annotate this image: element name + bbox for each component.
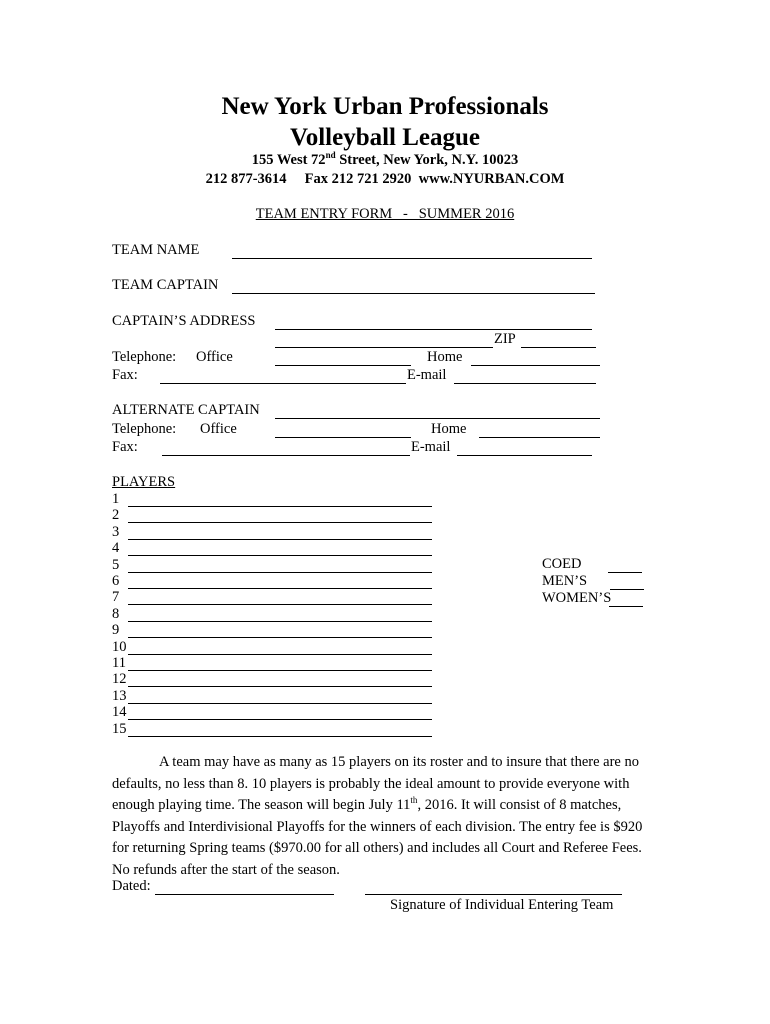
player-number: 12 [112, 671, 127, 688]
zip-label: ZIP [494, 331, 516, 347]
alternate-office-phone-field[interactable] [275, 437, 411, 438]
player-name-field[interactable] [128, 736, 432, 737]
player-number: 3 [112, 523, 120, 540]
league-title-line1: New York Urban Professionals [221, 93, 549, 120]
captain-fax-field[interactable] [160, 383, 406, 384]
alternate-home-label: Home [431, 421, 467, 437]
players-heading: PLAYERS [112, 474, 176, 490]
player-name-field[interactable] [128, 604, 432, 605]
captains-address-label: CAPTAIN’S ADDRESS [112, 313, 256, 329]
player-name-field[interactable] [128, 588, 432, 589]
signature-label: Signature of Individual Entering Team [390, 897, 614, 913]
team-captain-label: TEAM CAPTAIN [112, 277, 219, 293]
captain-email-field[interactable] [454, 383, 596, 384]
signature-field[interactable] [365, 894, 622, 895]
team-name-field[interactable] [232, 258, 592, 259]
captain-home-label: Home [427, 349, 463, 365]
player-number: 5 [112, 556, 120, 573]
zip-field[interactable] [521, 347, 596, 348]
team-name-label: TEAM NAME [112, 242, 200, 258]
player-number: 6 [112, 573, 120, 589]
player-number: 2 [112, 507, 120, 524]
player-number: 4 [112, 540, 120, 557]
form-title: TEAM ENTRY FORM - SUMMER 2016 [255, 206, 515, 222]
division-mens-field[interactable] [610, 589, 644, 590]
alternate-telephone-label: Telephone: [112, 421, 177, 437]
division-womens-label: WOMEN’S [542, 590, 612, 606]
division-womens-field[interactable] [609, 606, 643, 607]
alternate-email-label: E-mail [411, 439, 451, 455]
player-name-field[interactable] [128, 572, 432, 573]
alternate-email-field[interactable] [457, 455, 592, 456]
player-name-field[interactable] [128, 719, 432, 720]
dated-field[interactable] [155, 894, 334, 895]
player-number: 15 [112, 720, 127, 737]
alternate-captain-label: ALTERNATE CAPTAIN [112, 402, 260, 418]
player-name-field[interactable] [128, 522, 432, 523]
player-number: 10 [112, 638, 127, 655]
captains-address-line1-field[interactable] [275, 329, 592, 330]
captains-address-line2-field[interactable] [275, 347, 493, 348]
league-address: 155 West 72nd Street, New York, N.Y. 10023 [251, 150, 519, 168]
alternate-office-label: Office [200, 421, 237, 437]
league-contact: 212 877-3614 Fax 212 721 2920 www.NYURBAN.COM [205, 171, 565, 187]
player-name-field[interactable] [128, 555, 432, 556]
player-number: 14 [112, 704, 127, 721]
division-coed-field[interactable] [608, 572, 642, 573]
captain-home-phone-field[interactable] [471, 365, 600, 366]
alternate-fax-label: Fax: [112, 439, 138, 455]
captain-fax-label: Fax: [112, 367, 138, 383]
player-name-field[interactable] [128, 506, 432, 507]
league-title-line2: Volleyball League [289, 124, 481, 151]
player-number: 11 [112, 655, 126, 671]
division-coed-label: COED [542, 556, 582, 572]
player-number: 7 [112, 589, 120, 606]
player-name-field[interactable] [128, 539, 432, 540]
player-name-field[interactable] [128, 686, 432, 687]
captain-telephone-label: Telephone: [112, 349, 177, 365]
player-number: 8 [112, 605, 120, 622]
player-name-field[interactable] [128, 670, 432, 671]
captain-office-label: Office [196, 349, 233, 365]
player-number: 1 [112, 491, 120, 507]
captain-office-phone-field[interactable] [275, 365, 411, 366]
alternate-fax-field[interactable] [162, 455, 410, 456]
player-name-field[interactable] [128, 621, 432, 622]
player-number: 9 [112, 622, 120, 639]
captain-email-label: E-mail [407, 367, 447, 383]
player-name-field[interactable] [128, 703, 432, 704]
player-name-field[interactable] [128, 654, 432, 655]
rules-paragraph: A team may have as many as 15 players on its roster and to insure that there are no defaults, no less than 8. 10 players is probably the ideal amount to provide everyone with enough playing time. The season will begin July 11th, 2016. It will consist of 8 matches, Playoffs and Interdivisional Playoffs for the winners of each division. The entry fee is $920 for returning Spring teams ($970.00 for all others) and includes all Court and Referee Fees. No refunds after the start of the season. [112, 754, 643, 878]
alternate-captain-field[interactable] [275, 418, 600, 419]
player-number: 13 [112, 687, 127, 704]
division-mens-label: MEN’S [542, 573, 588, 589]
dated-label: Dated: [112, 878, 151, 894]
team-captain-field[interactable] [232, 293, 595, 294]
player-name-field[interactable] [128, 637, 432, 638]
alternate-home-phone-field[interactable] [479, 437, 600, 438]
